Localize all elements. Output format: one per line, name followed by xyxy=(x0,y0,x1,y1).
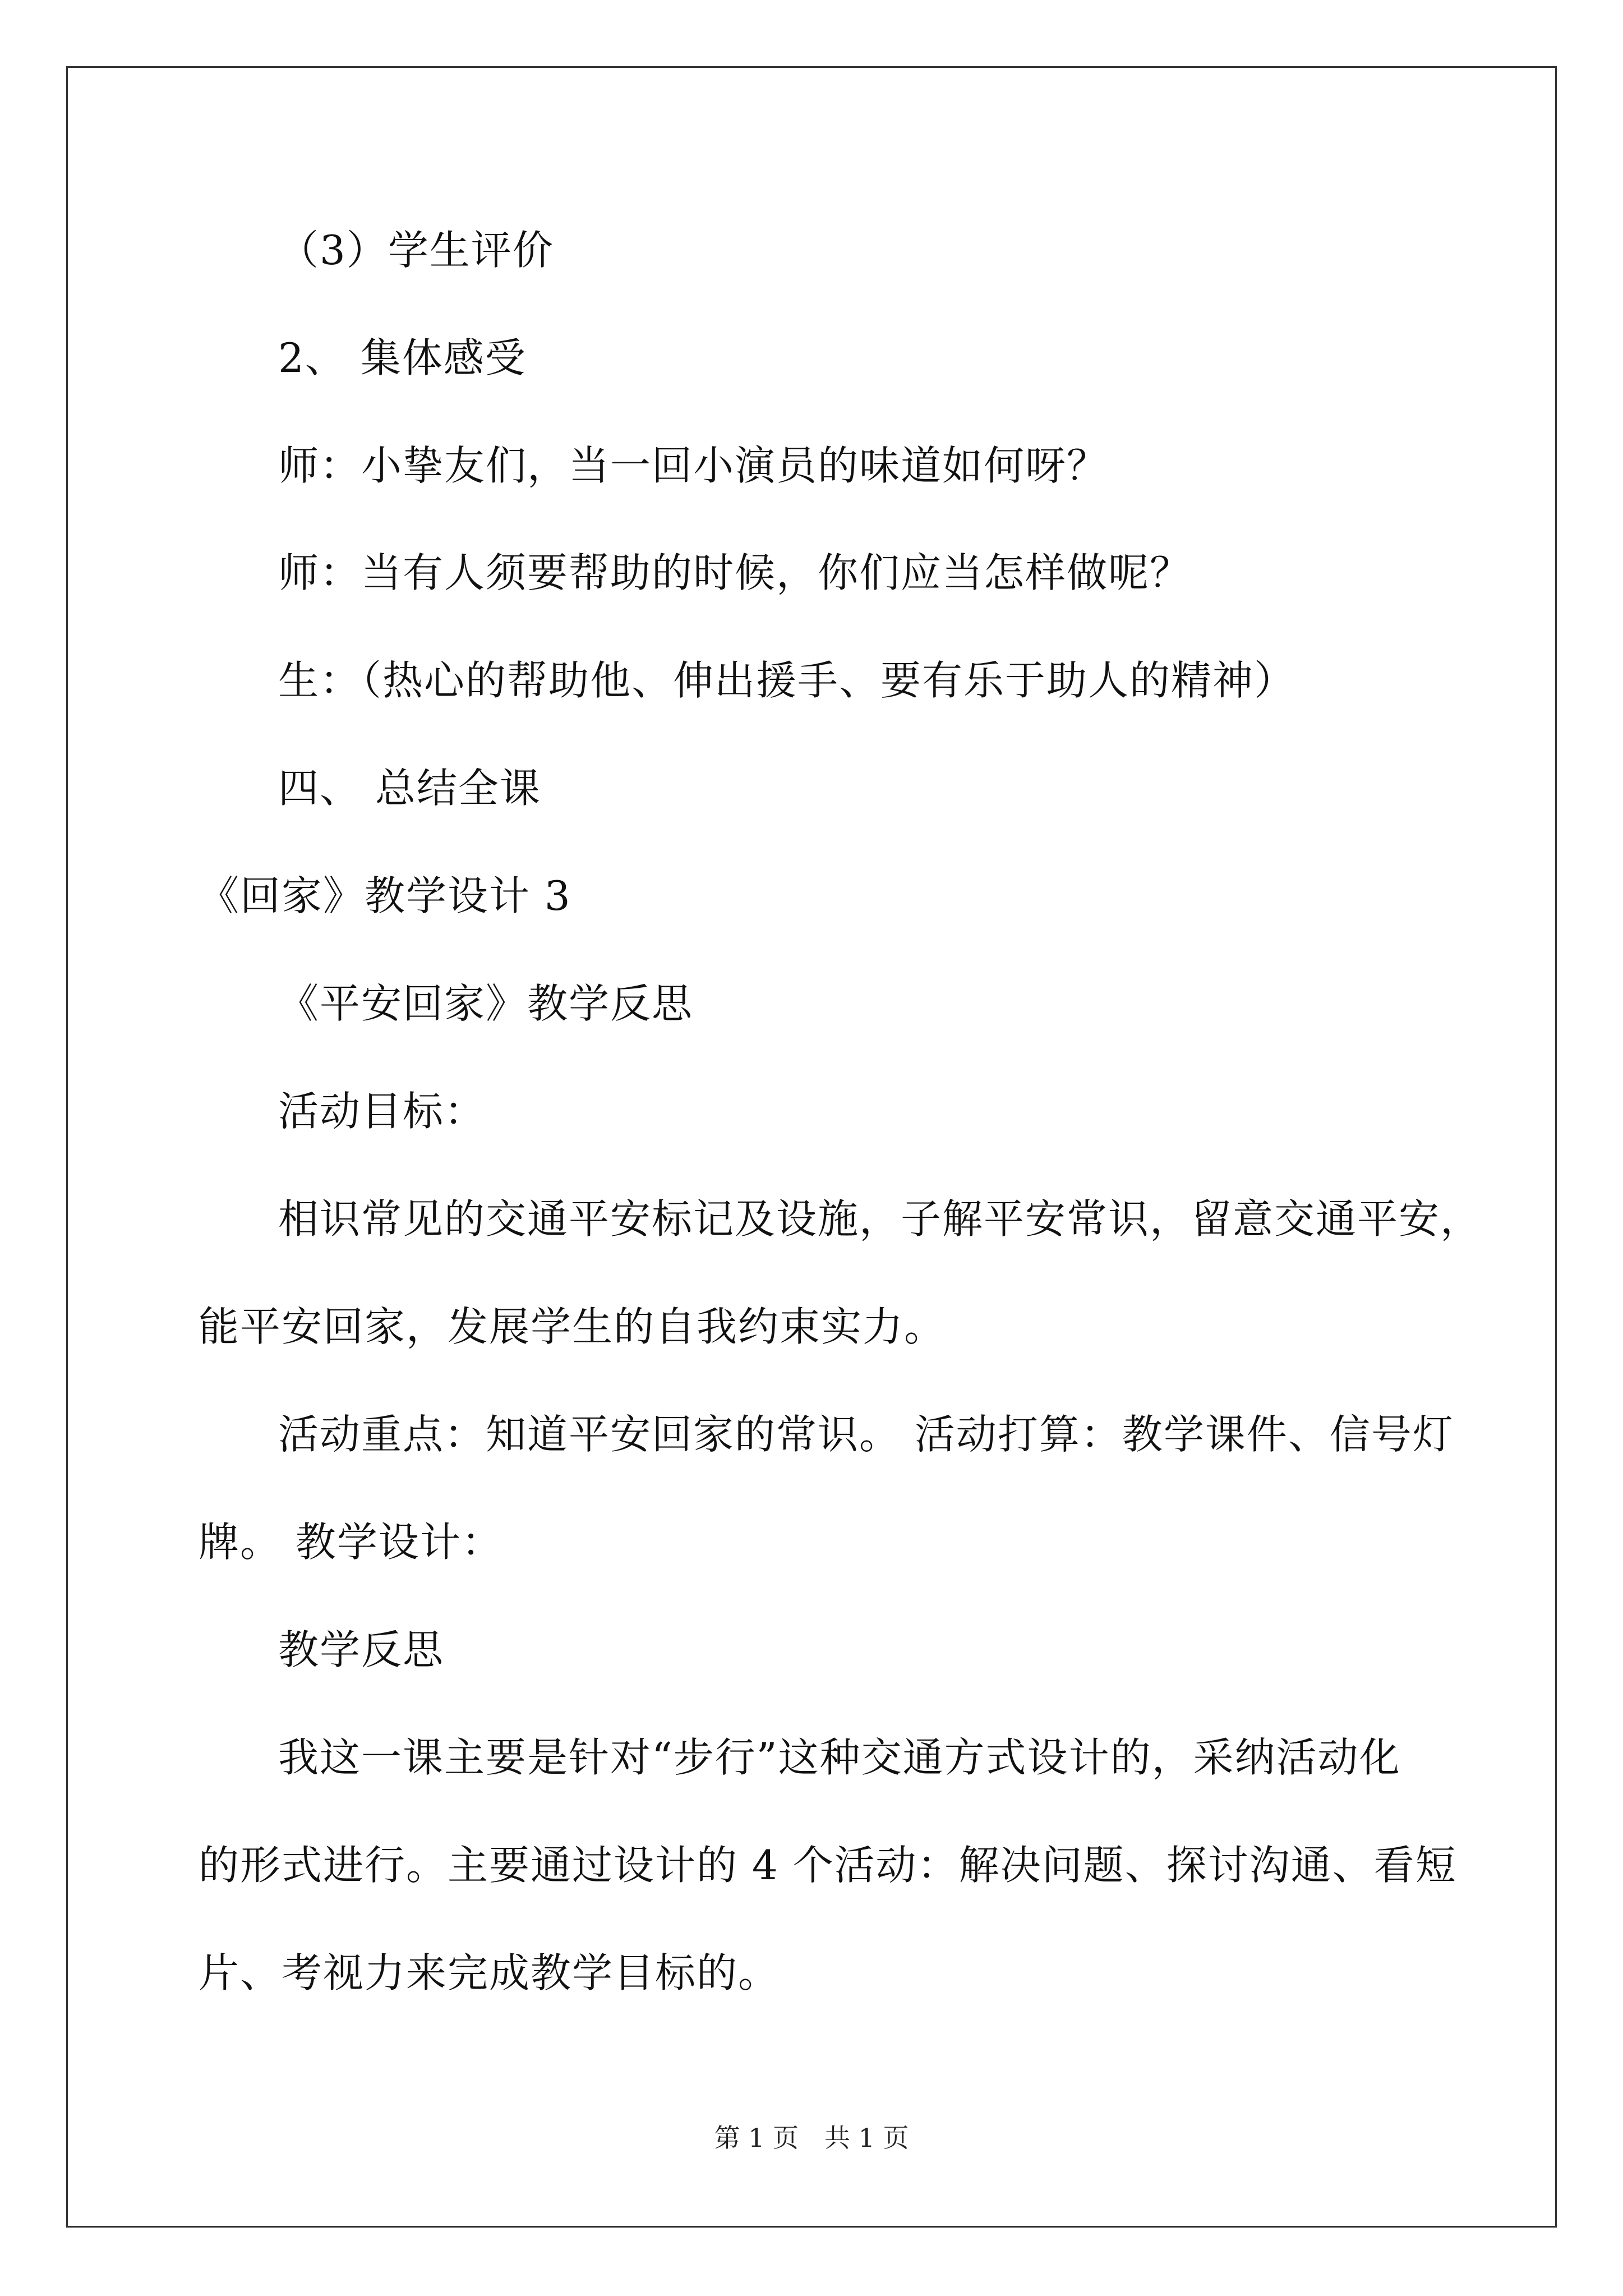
text-line: 生：（热心的帮助他、伸出援手、要有乐于助人的精神） xyxy=(278,657,1296,704)
text-line: 活动目标： xyxy=(278,1088,486,1135)
section-heading: 《回家》教学设计 3 xyxy=(199,872,571,919)
text-line: 2、 集体感受 xyxy=(278,334,527,381)
text-line: （3）学生评价 xyxy=(278,227,554,274)
text-line: 师：小挚友们，当一回小演员的味道如何呀？ xyxy=(278,442,1109,489)
paragraph-line: 能平安回家，发展学生的自我约束实力。 xyxy=(199,1303,946,1350)
page-footer: 第 1 页 共 1 页 xyxy=(714,2123,909,2153)
text-line: 四、 总结全课 xyxy=(278,765,541,812)
text-line: 师：当有人须要帮助的时候，你们应当怎样做呢？ xyxy=(278,549,1192,596)
paragraph-line: 活动重点：知道平安回家的常识。 活动打算：教学课件、信号灯 xyxy=(278,1411,1454,1458)
text-line: 教学反思 xyxy=(278,1626,445,1673)
paragraph-line: 相识常见的交通平安标记及设施，子解平安常识，留意交通平安， xyxy=(278,1195,1482,1243)
paragraph-line: 我这一课主要是针对“步行”这种交通方式设计的，采纳活动化 xyxy=(278,1734,1401,1781)
paragraph-line: 片、考视力来完成教学目标的。 xyxy=(199,1949,780,1996)
page-border xyxy=(66,66,1557,2228)
text-line: 《平安回家》教学反思 xyxy=(278,980,694,1027)
paragraph-line: 的形式进行。主要通过设计的 4 个活动：解决问题、探讨沟通、看短 xyxy=(199,1842,1457,1889)
paragraph-line: 牌。 教学设计： xyxy=(199,1519,503,1566)
